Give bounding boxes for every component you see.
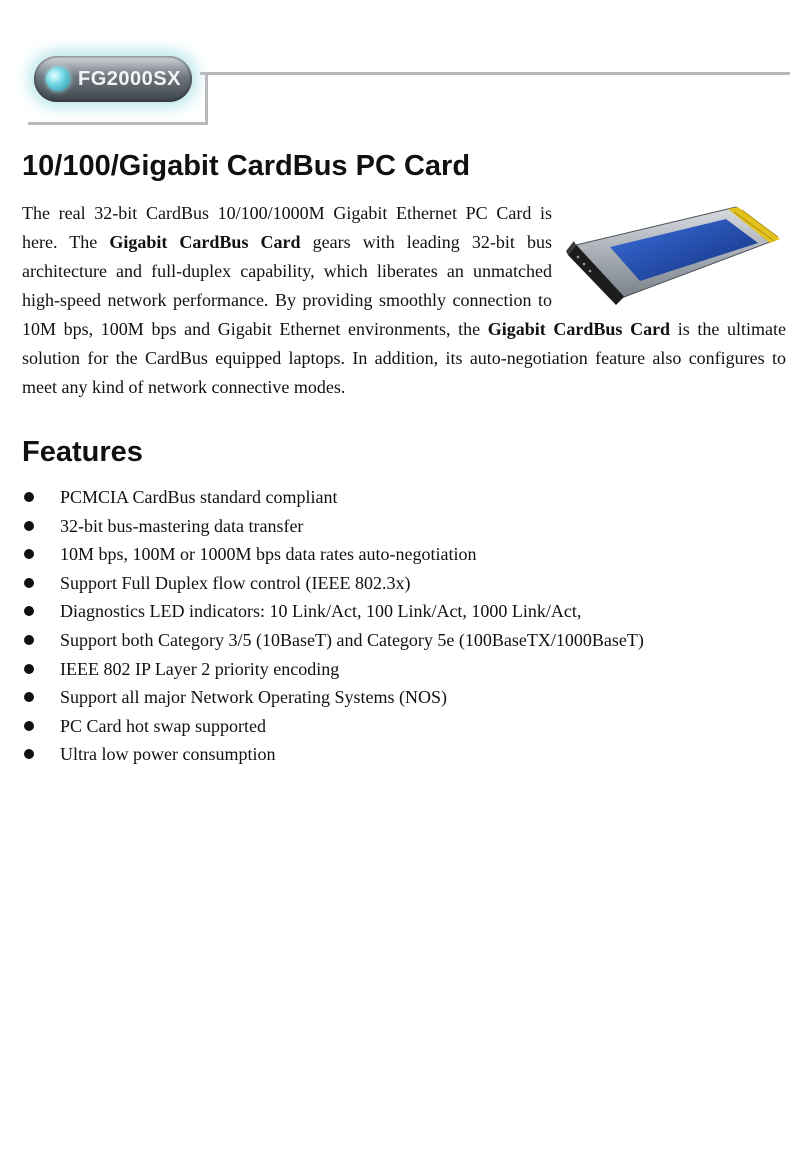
intro-text-3: is the ultimate solution for the CardBus equipped laptops. In addition, its auto-negotiation feature also configures to meet any kind of network connective modes. bbox=[22, 319, 786, 397]
feature-text: PC Card hot swap supported bbox=[60, 715, 266, 736]
feature-text: Support Full Duplex flow control (IEEE 802.3x) bbox=[60, 572, 411, 593]
list-item bbox=[22, 655, 786, 684]
orb-icon bbox=[46, 67, 70, 91]
bullet-icon bbox=[24, 721, 34, 731]
bullet-icon bbox=[24, 578, 34, 588]
list-item bbox=[22, 569, 786, 598]
list-item bbox=[22, 483, 786, 512]
feature-text: Diagnostics LED indicators: 10 Link/Act, 100 Link/Act, 1000 Link/Act, bbox=[60, 601, 582, 622]
feature-text: Support all major Network Operating Systems (NOS) bbox=[60, 687, 447, 708]
list-item bbox=[22, 540, 786, 569]
feature-list bbox=[22, 483, 786, 769]
page-header bbox=[0, 0, 808, 140]
page-title: 10/100/Gigabit CardBus PC Card bbox=[22, 150, 471, 182]
intro-text-1: The real 32-bit CardBus 10/100/1000M Gigabit Ethernet PC Card is here. The bbox=[22, 203, 552, 252]
feature-text: 10M bps, 100M or 1000M bps data rates auto-negotiation bbox=[60, 544, 477, 565]
product-name-bold-2: Gigabit CardBus Card bbox=[487, 319, 671, 339]
product-name-bold-1: Gigabit CardBus Card bbox=[109, 232, 301, 252]
feature-text: 32-bit bus-mastering data transfer bbox=[60, 515, 304, 536]
header-rule-left bbox=[28, 122, 208, 125]
intro-paragraph bbox=[22, 199, 786, 402]
bullet-icon bbox=[24, 692, 34, 702]
list-item bbox=[22, 626, 786, 655]
bullet-icon bbox=[24, 635, 34, 645]
pc-card-image bbox=[566, 201, 786, 311]
features-heading: Features bbox=[22, 436, 143, 468]
list-item bbox=[22, 740, 786, 769]
header-rule-vertical bbox=[205, 72, 208, 125]
feature-text: Ultra low power consumption bbox=[60, 744, 276, 765]
bullet-icon bbox=[24, 492, 34, 502]
list-item bbox=[22, 597, 786, 626]
bullet-icon bbox=[24, 664, 34, 674]
list-item bbox=[22, 683, 786, 712]
bullet-icon bbox=[24, 521, 34, 531]
list-item bbox=[22, 712, 786, 741]
bullet-icon bbox=[24, 749, 34, 759]
feature-text: PCMCIA CardBus standard compliant bbox=[60, 487, 338, 507]
feature-text: Support both Category 3/5 (10BaseT) and Category 5e (100BaseTX/1000BaseT) bbox=[60, 629, 644, 650]
list-item bbox=[22, 512, 786, 541]
bullet-icon bbox=[24, 549, 34, 559]
bullet-icon bbox=[24, 606, 34, 616]
feature-text: IEEE 802 IP Layer 2 priority encoding bbox=[60, 658, 340, 679]
intro-text-2: gears with leading 32-bit bus architecture and full-duplex capability, which liberates an unmatched high-speed network performance. By providing smoothly connection to 10M bps, 100M bps and Gigabit Ethernet environments, the bbox=[22, 232, 552, 339]
logo-text: FG2000SX bbox=[78, 68, 181, 90]
header-rule-top bbox=[200, 72, 790, 75]
product-logo-badge bbox=[34, 56, 192, 102]
